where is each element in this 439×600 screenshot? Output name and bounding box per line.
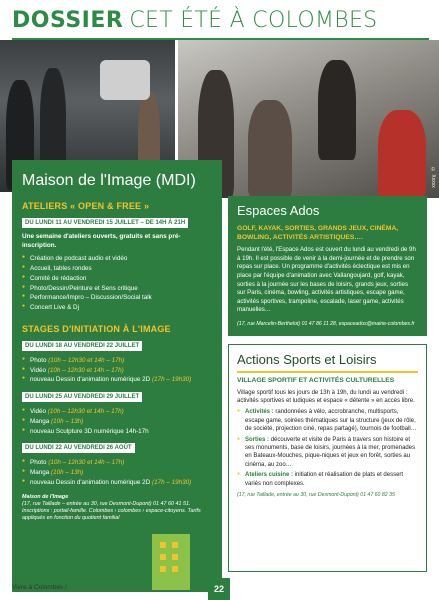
stage1-list bbox=[22, 356, 212, 385]
sports-list bbox=[237, 408, 418, 488]
ateliers-heading: ATELIERS « OPEN & FREE » bbox=[22, 201, 150, 211]
espaces-ados-section bbox=[228, 196, 427, 336]
sports-intro: Village sportif tous les jours de 13h à 19h, du lundi au vendredi : activités sportives et ludiques et espace « détente » en accès libre. bbox=[237, 389, 415, 405]
sports-contact: (17, rue Taillade, entrée au 30, rue Desmont-Dupont) 01 47 60 82 35 bbox=[237, 492, 395, 498]
list-item: ● Photo/Dessin/Peinture et Sens critique bbox=[22, 284, 212, 294]
list-item: ● Manga (10h – 13h) bbox=[22, 417, 212, 427]
ateliers-intro: Une semaine d'ateliers ouverts, gratuits et sans pré-inscription. bbox=[22, 233, 181, 249]
mdi-contact-note bbox=[22, 494, 212, 523]
ados-body: Pendant l'été, l'Espace Ados est ouvert du lundi au vendredi de 9h à 19h. Il est possible de venir à la demi-journée et de prendre son repas sur place. Un programme d'activités éclectique est mis en place par l'équipe d'animation avec Vallangoujard, golf, kayak, sorties à la journée sur les bases de loisirs, grands jeux, sorties sur Paris, cinéma, bowling, activités artistiques, escape game, activités sportives, trampoline, escalade, laser game, activités manuelles… bbox=[237, 246, 416, 314]
note-body: (17, rue Taillade – entrée au 30, rue Desmont-Dupont) 01 47 60 41 51. Inscriptions : portail-famille. Colombes › colombes › espace-citoyens. Tarifs appliqués en fonction du quotient familial bbox=[22, 500, 201, 522]
ados-title: Espaces Ados bbox=[237, 203, 320, 218]
stage2-list bbox=[22, 407, 212, 436]
list-item: ● Comité de rédaction bbox=[22, 274, 212, 284]
sports-title: Actions Sports et Loisirs bbox=[237, 352, 377, 367]
page-number: 22 bbox=[208, 578, 230, 600]
stage3-date: DU LUNDI 22 AU VENDREDI 26 AOÛT bbox=[22, 443, 135, 453]
list-item: ● Vidéo (10h – 12h30 et 14h – 17h) bbox=[22, 366, 212, 376]
list-item: ● Manga (10h – 13h) bbox=[22, 468, 212, 478]
list-item: ● Ateliers cuisine : initiation et réalisation de plats et dessert variés non complexes. bbox=[237, 471, 418, 488]
list-item: ● nouveau Dessin d'animation numérique 2D (17h – 19h30) bbox=[22, 478, 212, 488]
photo-credit: © Xxxxx bbox=[430, 167, 436, 188]
ateliers-date: DU LUNDI 11 AU VENDREDI 15 JUILLET – DE 14H À 21H bbox=[22, 218, 188, 228]
list-item: ● Concert Live & Dj bbox=[22, 303, 212, 313]
page-footer: Vivre à Colombes / juillet – août 2022 bbox=[12, 584, 123, 591]
ados-subtitle: GOLF, KAYAK, SORTIES, GRANDS JEUX, CINÉMA, BOWLING, ACTIVITÉS ARTISTIQUES…. bbox=[237, 225, 399, 241]
list-item: ● nouveau Sculpture 3D numérique 14h-17h bbox=[22, 427, 212, 437]
list-item: ● Photo (10h – 12h30 et 14h – 17h) bbox=[22, 356, 212, 366]
list-item: ● Accueil, tables rondes bbox=[22, 264, 212, 274]
note-title: Maison de l'Image bbox=[22, 493, 69, 500]
sports-rule bbox=[237, 371, 418, 373]
stage3-list bbox=[22, 458, 212, 487]
list-item: ● Photo (10h – 12h30 et 14h – 17h) bbox=[22, 458, 212, 468]
issue-label: juillet – août 2022 bbox=[68, 584, 123, 591]
list-item: ● Sorties : découverte et visite de Paris à travers son histoire et ses monuments, base de loisirs, journées à la mer, promenades en Bateaux-Mouches, pique-niques et jeux en forêt, sorties au cinéma, au zoo… bbox=[237, 436, 418, 470]
ateliers-list bbox=[22, 254, 212, 313]
sports-subtitle: VILLAGE SPORTIF ET ACTIVITÉS CULTURELLES bbox=[237, 377, 395, 384]
list-item: ● nouveau Dessin d'animation numérique 2D (17h – 19h30) bbox=[22, 375, 212, 385]
building-illustration bbox=[112, 528, 204, 590]
page-header bbox=[12, 8, 377, 38]
section-topic: CET ÉTÉ À COLOMBES bbox=[129, 8, 378, 33]
stages-heading: STAGES D'INITIATION À L'IMAGE bbox=[22, 323, 171, 334]
mdi-title: Maison de l'Image (MDI) bbox=[22, 172, 196, 189]
stage1-date: DU LUNDI 18 AU VENDREDI 22 JUILLET bbox=[22, 341, 142, 351]
magazine-name: Vivre à Colombes bbox=[12, 584, 64, 591]
stage2-date: DU LUNDI 25 AU VENDREDI 29 JUILLET bbox=[22, 392, 142, 402]
section-label: DOSSIER bbox=[12, 8, 124, 33]
list-item: ● Performance/Impro – Discussion/Social talk bbox=[22, 293, 212, 303]
list-item: ● Vidéo (10h – 12h30 et 14h – 17h) bbox=[22, 407, 212, 417]
ados-contact: (17, rue Marcelin-Berthelot) 01 47 86 11 28, espaceados@mairie-colombes.fr bbox=[237, 320, 415, 327]
list-item: ● Création de podcast audio et vidéo bbox=[22, 254, 212, 264]
sports-loisirs-section bbox=[228, 344, 427, 572]
list-item: ● Activités : randonnées à vélo, accrobranche, multisports, escape game, soirées thématiques sur la structure (jeux de rôle, de société, projection ciné, repas partagé), tournois de football… bbox=[237, 408, 418, 433]
